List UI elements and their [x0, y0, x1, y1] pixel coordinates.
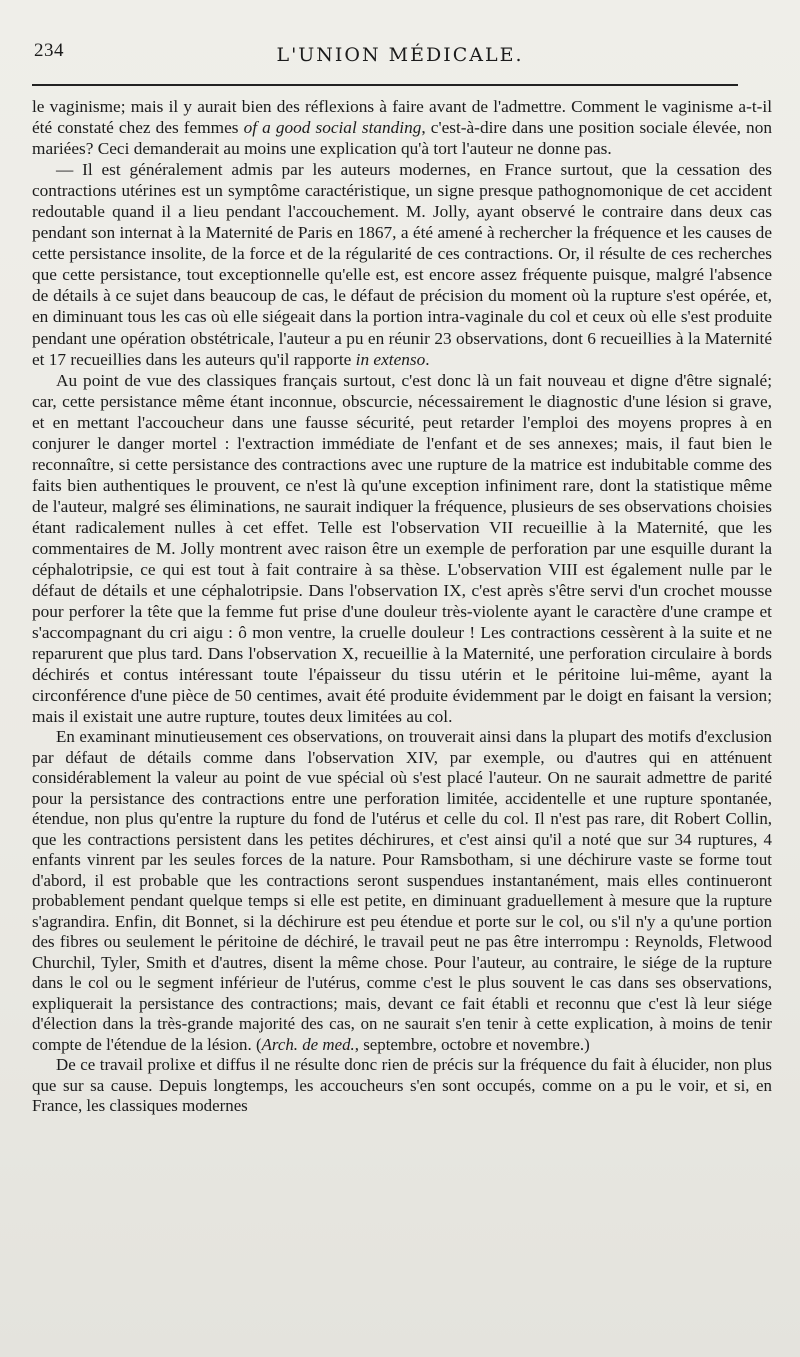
paragraph-text: — Il est généralement admis par les auteurs modernes, en France surtout, que la cessation des contractions utérines est un symptôme caractéristique, un signe presque pathognomonique de cet accident redoutable quand il a lieu pendant l'accouchement. M. Jolly, ayant observé le contraire dans deux cas pendant son internat à la Maternité de Paris en 1867, a été amené à rechercher la fréquence et les causes de cette persistance insolite, de la force et de la régularité de ces contractions. Or, il résulte de ces recherches que cette persistance, tout exceptionnelle qu'elle est, est encore assez fréquente puisque, malgré l'absence de détails à ce sujet dans beaucoup de cas, le défaut de précision du moment où la rupture s'est opérée, et, en diminuant tous les cas où elle siégeait dans la portion intra-vaginale du col et ceux où elle s'est produite pendant une opération obstétricale, l'auteur a pu en réunir 23 observations, dont 6 recueillies à la Maternité et 17 recueillies dans les auteurs qu'il rapporte — [32, 160, 772, 369]
paragraph-classiques — [32, 370, 772, 728]
paragraph-vaginisme — [32, 96, 772, 159]
citation-source: Arch. de med. — [261, 1034, 355, 1054]
paragraph-text: , septembre, octobre et novembre.) — [354, 1034, 590, 1054]
lower-section — [32, 727, 772, 1117]
english-phrase: of a good social standing — [243, 118, 422, 138]
page-number: 234 — [34, 40, 64, 61]
paragraph-contractions — [32, 159, 772, 369]
header-rule — [32, 84, 738, 86]
article-body — [32, 96, 772, 1117]
paragraph-text: le vaginisme; mais il y aurait bien des réflexions à faire avant de l'admettre. Comment le vaginisme a-t-il été constaté chez des femmes — [32, 97, 772, 138]
paragraph-conclusion — [32, 1055, 772, 1117]
paragraph-text: , c'est-à-dire dans une position sociale élevée, non mariées? Ceci demanderait au moins une explication qu'à tort l'auteur ne donne pas. — [32, 118, 772, 159]
paragraph-text: Au point de vue des classiques français surtout, c'est donc là un fait nouveau et digne d'être signalé; car, cette persistance même étant inconnue, obscurcie, nécessairement le diagnostic d'une lésion si grave, et en mettant l'accoucheur dans une fausse sécurité, peut retarder l'emploi des moyens propres à en conjurer le danger mortel : l'extraction immédiate de l'enfant et de ses annexes; mais, il faut bien le reconnaître, si cette persistance des contractions avec une rupture de la matrice est indubitable comme des faits bien authentiques le prouvent, ce n'est là qu'une exception infiniment rare, dont la statistique même de l'auteur, malgré ses éliminations, ne saurait indiquer la fréquence, plusieurs de ses observations choisies étant radicalement nulles à cet effet. Telle est l'observation VII recueillie à la Maternité, que les commentaires de M. Jolly montrent avec raison être un exemple de perforation par une esquille durant la céphalotripsie, ce qui est tout à fait contraire à sa thèse. L'observation VIII est également nulle par le défaut de détails et une céphalotripsie. Dans l'observation IX, c'est après s'être servi d'un crochet mousse pour perforer la tête que la femme fut prise d'une douleur très-violente ayant le caractère d'une crampe et s'accompagnant du cri aigu : ô mon ventre, la cruelle douleur ! Les contractions cessèrent à la suite et ne reparurent que plus tard. Dans l'observation X, recueillie à la Maternité, une perforation circulaire à bords déchirés et contus intéressant toute l'épaisseur du tissu utérin et le péritoine lui-même, ayant la circonférence d'une pièce de 50 centimes, avait été produite évidemment par le doigt en faisant la version; mais il existait une autre rupture, toutes deux limitées au col. — [32, 370, 772, 727]
paragraph-text: En examinant minutieusement ces observations, on trouverait ainsi dans la plupart des motifs d'exclusion par défaut de détails comme dans l'observation XIV, par exemple, ou d'autres qui en atténuent considérablement la valeur au point de vue spécial où s'est placé l'auteur. On ne saurait admettre de parité pour la persistance des contractions entre une perforation limitée, accidentelle et une rupture spontanée, étendue, non plus qu'entre la rupture du fond de l'utérus et celle du col. Il n'est pas rare, dit Robert Collin, que les contractions persistent dans les petites déchirures, et c'est ainsi qu'il a noté que sur 34 ruptures, 4 enfants vinrent par les seules forces de la nature. Pour Ramsbotham, si une déchirure vaste se forme tout d'abord, il est probable que les contractions seront suspendues instantanément, mais elles continueront probablement pendant quelque temps si elle est petite, en diminuant graduellement à mesure que la rupture s'agrandira. Enfin, dit Bonnet, si la déchirure est peu étendue et porte sur le col, ou s'il n'y a qu'une portion des fibres ou seulement le péritoine de déchiré, le travail peut ne pas être interrompu : Reynolds, Fletwood Churchil, Tyler, Smith et d'autres, disent la même chose. Pour l'auteur, au contraire, le siége de la rupture dans le col ou le segment inférieur de l'utérus, comme c'est le plus souvent le cas dans ses observations, expliquerait la persistance des contractions; mais, devant ce fait établi et reconnu que c'est là leur siége d'élection dans la très-grande majorité des cas, on ne saurait s'en tenir à cette explication, à moins de tenir compte de l'étendue de la lésion. ( — [32, 727, 772, 1054]
running-title: L'UNION MÉDICALE. — [276, 44, 524, 66]
latin-phrase: in extenso — [355, 349, 426, 369]
paragraph-text: . — [425, 349, 430, 369]
paragraph-text: De ce travail prolixe et diffus il ne résulte donc rien de précis sur la fréquence du fait à élucider, non plus que sur sa cause. Depuis longtemps, les accoucheurs s'en sont occupés, comme on a pu le voir, et si, en France, les classiques modernes — [32, 1055, 772, 1116]
paragraph-examen — [32, 727, 772, 1055]
